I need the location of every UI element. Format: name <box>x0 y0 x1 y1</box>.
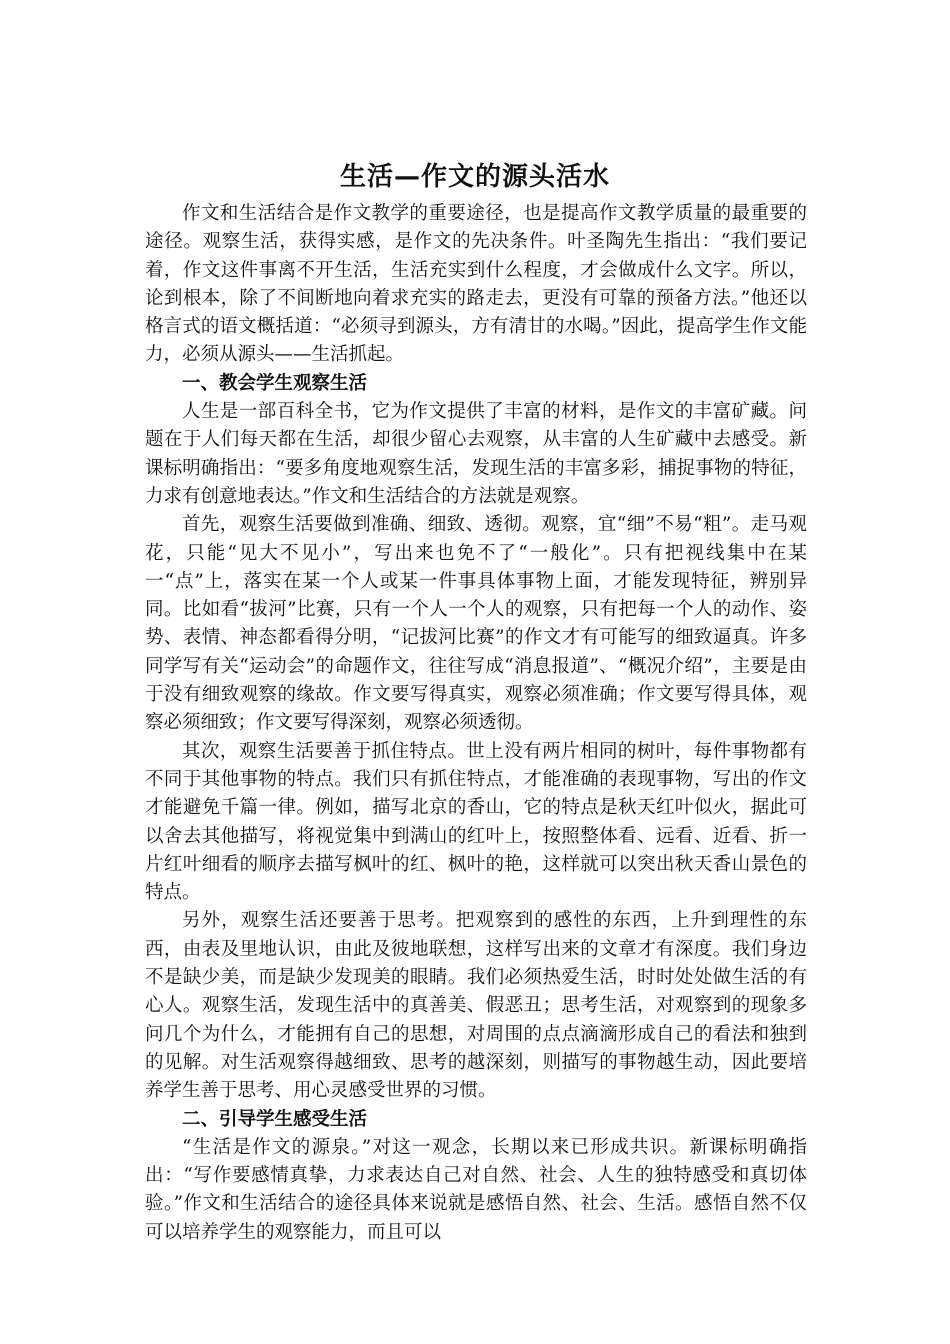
section1-paragraph-3: 其次，观察生活要善于抓住特点。世上没有两片相同的树叶，每件事物都有不同于其他事物的特点。我们只有抓住特点，才能准确的表现事物，写出的作文才能避免千篇一律。例如，描写北京的香山，它的特点是秋天红叶似火，据此可以舍去其他描写，将视觉集中到满山的红叶上，按照整体看、远看、近看、折一片红叶细看的顺序去描写枫叶的红、枫叶的艳，这样就可以突出秋天香山景色的特点。 <box>145 740 807 904</box>
document-body <box>145 200 807 1247</box>
section2-paragraph-1: “生活是作文的源泉。”对这一观念，长期以来已形成共识。新课标明确指出：“写作要感情真挚，力求表达自己对自然、社会、人生的独特感受和真切体验。”作文和生活结合的途径具体来说就是感悟自然、社会、生活。感悟自然不仅可以培养学生的观察能力，而且可以 <box>145 1136 807 1243</box>
section1-paragraph-4: 另外，观察生活还要善于思考。把观察到的感性的东西，上升到理性的东西，由表及里地认识，由此及彼地联想，这样写出来的文章才有深度。我们身边不是缺少美，而是缺少发现美的眼睛。我们必须热爱生活，时时处处做生活的有心人。观察生活，发现生活中的真善美、假恶丑；思考生活，对观察到的现象多问几个为什么，才能拥有自己的思想，对周围的点点滴滴形成自己的看法和独到的见解。对生活观察得越细致、思考的越深刻，则描写的事物越生动，因此要培养学生善于思考、用心灵感受世界的习惯。 <box>145 910 807 1102</box>
section-heading-feel: 二、引导学生感受生活 <box>182 1108 368 1130</box>
document-title: 生活—作文的源头活水 <box>339 162 610 193</box>
intro-paragraph: 作文和生活结合是作文教学的重要途径，也是提高作文教学质量的最重要的途径。观察生活，获得实感，是作文的先决条件。叶圣陶先生指出：“我们要记着，作文这件事离不开生活，生活充实到什么程度，才会做成什么文字。所以，论到根本，除了不间断地向着求充实的路走去，更没有可靠的预备方法。”他还以格言式的语文概括道：“必须寻到源头，方有清甘的水喝。”因此，提高学生作文能力，必须从源头——生活抓起。 <box>145 203 807 366</box>
section1-paragraph-2: 首先，观察生活要做到准确、细致、透彻。观察，宜“细”不易“粗”。走马观花，只能“见大不见小”，写出来也免不了“一般化”。只有把视线集中在某一“点”上，落实在某一个人或某一件事具体事物上面，才能发现特征，辨别异同。比如看“拔河”比赛，只有一个人一个人的观察，只有把每一个人的动作、姿势、表情、神态都看得分明，“记拔河比赛”的作文才有可能写的细致逼真。许多同学写有关“运动会”的命题作文，往往写成“消息报道”、“概况介绍”，主要是由于没有细致观察的缘故。作文要写得真实，观察必须准确；作文要写得具体，观察必须细致；作文要写得深刻，观察必须透彻。 <box>145 514 807 734</box>
section-heading-observe: 一、教会学生观察生活 <box>182 372 368 394</box>
section1-paragraph-1: 人生是一部百科全书，它为作文提供了丰富的材料，是作文的丰富矿藏。问题在于人们每天都在生活，却很少留心去观察，从丰富的人生矿藏中去感受。新课标明确指出：“要多角度地观察生活，发现生活的丰富多彩，捕捉事物的特征，力求有创意地表达。”作文和生活结合的方法就是观察。 <box>145 401 807 507</box>
